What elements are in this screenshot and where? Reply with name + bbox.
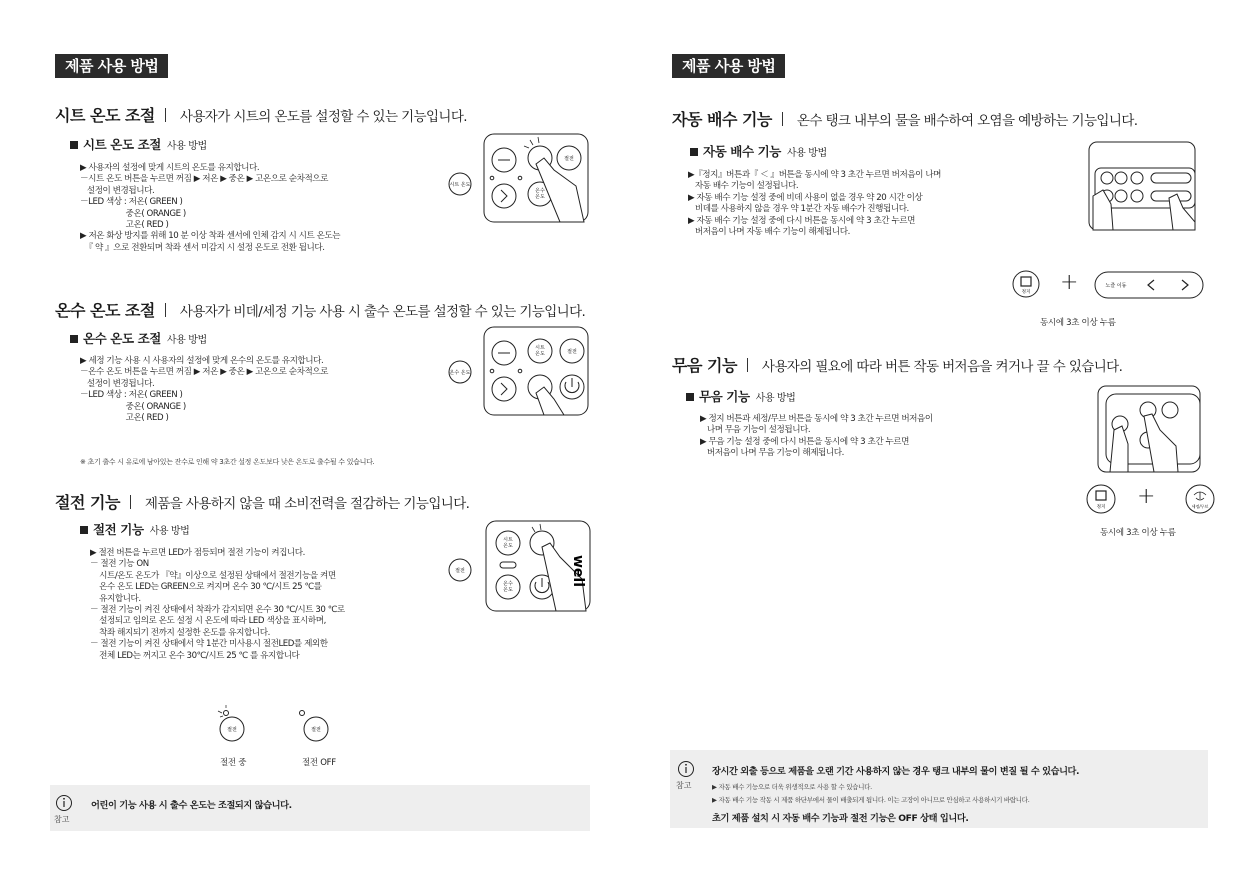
mute-stop-label: 정지 [1096,505,1106,510]
svg-text:절전: 절전 [567,349,577,355]
left-reference-text: 어린이 기능 사용 시 출수 온도는 조절되지 않습니다. [91,800,292,811]
reference-label: 참고 [54,815,70,824]
nozzle-label: 노즐 이동 [1105,283,1127,289]
seat-temp-button-icon [448,172,472,196]
bullet-square [70,335,78,343]
svg-text:온도: 온도 [503,543,513,549]
power-on-caption: 절전 중 [220,758,247,768]
water-temp-heading [55,298,585,321]
svg-text:온도: 온도 [535,351,545,357]
svg-text:온도: 온도 [535,194,545,200]
mute-caption: 동시에 3초 이상 누름 [1100,528,1176,538]
svg-text:절전: 절전 [311,727,321,733]
power-save-subtitle: 절전 기능 [93,522,144,537]
stop-button-icon [1011,269,1041,299]
nozzle-move-button-icon [1094,271,1204,299]
bullet-square [686,393,694,401]
water-temp-subheading [70,329,207,347]
water-panel-illustration [484,327,590,417]
wash-move-label: 세정/무브 [1191,504,1209,509]
right-reference-line3: ▶ 자동 배수 기능 작동 시 제품 하단부에서 물이 배출되게 됩니다. 이는 고장이 아니므로 안심하고 사용하시기 바랍니다. [712,796,1030,804]
water-temp-subtitle: 온수 온도 조절 [83,331,161,346]
power-off-caption: 절전 OFF [302,758,336,768]
right-reference-line4: 초기 제품 설치 시 자동 배수 기능과 절전 기능은 OFF 상태 입니다. [712,813,969,824]
divider [165,303,166,317]
seat-temp-subtitle: 시트 온도 조절 [83,137,161,152]
seat-panel-illustration [484,134,590,224]
svg-text:온도: 온도 [503,587,513,593]
power-off-indicator-icon [296,709,336,743]
brand-wordmark: well [570,555,586,588]
svg-text:절전: 절전 [564,156,574,162]
auto-drain-title: 자동 배수 기능 [672,110,772,129]
wash-move-button-icon [1184,483,1216,515]
auto-drain-desc: 온수 탱크 내부의 물을 배수하여 오염을 예방하는 기능입니다. [796,113,1138,129]
mute-subheading [686,387,795,405]
info-icon [55,794,73,812]
mute-title: 무음 기능 [672,356,737,375]
plus-sign: + [1137,484,1156,509]
water-temp-subnote: 사용 방법 [166,335,207,346]
right-section-header: 제품 사용 방법 [672,54,785,78]
mute-body: ▶ 정지 버튼과 세정/무브 버튼을 동시에 약 3 초간 누르면 버저음이 나며 무음 기능이 설정됩니다. ▶ 무음 기능 설정 중에 다시 버튼을 동시에 약 3 초간 누르면 버저음이 나며 무음 기능이 해제됩니다. [700,414,933,459]
power-on-indicator-icon [208,709,248,743]
auto-drain-body: ▶『정지』버튼과『 ＜ 』버튼을 동시에 약 3 초간 누르면 버저음이 나며 자동 배수 기능이 설정됩니다. ▶ 자동 배수 기능 설정 중에 비데 사용이 없을 경우 약 20 시간 이상 비데를 사용하지 않을 경우 약 1분간 자동 배수가 진행됩니다. ▶ 자동 배수 기능 설정 중에 다시 버튼을 동시에 약 3 초간 누르면 버저음이 나며 자동 배수 기능이 해제됩니다. [688,170,942,238]
info-icon [677,760,695,778]
water-temp-button-label: 온수 온도 [449,370,471,376]
divider [130,495,131,509]
mute-subtitle: 무음 기능 [699,389,750,404]
mute-heading [672,353,1122,376]
drain-caption: 동시에 3초 이상 누름 [1040,318,1116,328]
mute-panel-illustration [1098,386,1202,474]
seat-temp-subnote: 사용 방법 [166,141,207,152]
power-save-button-label: 절전 [455,568,465,574]
svg-text:절전: 절전 [227,727,237,733]
mute-desc: 사용자의 필요에 따라 버튼 작동 버저음을 켜거나 끌 수 있습니다. [761,359,1123,375]
left-section-header: 제품 사용 방법 [55,54,168,78]
divider [165,108,166,122]
mute-subnote: 사용 방법 [755,393,796,404]
drain-panel-illustration [1089,142,1197,232]
bullet-square [80,526,88,534]
water-temp-desc: 사용자가 비데/세정 기능 사용 시 출수 온도를 설정할 수 있는 기능입니다. [179,304,586,320]
power-save-heading [55,490,469,513]
water-temp-title: 온수 온도 조절 [55,301,155,320]
auto-drain-subtitle: 자동 배수 기능 [703,144,781,159]
bullet-square [70,141,78,149]
svg-text:온수: 온수 [503,581,513,587]
water-temp-body: ▶ 세정 기능 사용 시 사용자의 설정에 맞게 온수의 온도를 유지합니다. －온수 온도 버튼을 누르면 꺼짐 ▶ 저온 ▶ 중온 ▶ 고온으로 순차적으로 설정이 변경됩니다. －LED 색상 : 저온( GREEN ) 중온( ORANGE ) 고온( RED ) [80,356,329,424]
divider [782,112,783,126]
power-save-button-icon [448,558,472,582]
seat-temp-title: 시트 온도 조절 [55,106,155,125]
seat-temp-heading [55,103,467,126]
auto-drain-heading [672,107,1137,130]
power-save-body: ▶ 절전 버튼을 누르면 LED가 점등되며 절전 기능이 켜집니다. － 절전 기능 ON 시트/온도 온도가 『약』이상으로 설정된 상태에서 절전기능을 켜면 온수 온도 LED는 GREEN으로 켜지며 온수 30 ℃/시트 25 ℃를 유지합니다. － 절전 기능이 켜진 상태에서 착좌가 감지되면 온수 30 ℃/시트 30 ℃로 설정되고 임의로 온도 설정 시 온도에 따라 LED 색상을 표시하며, 착좌 해지되기 전까지 설정한 온도를 유지합니다. － 절전 기능이 켜진 상태에서 약 1분간 미사용시 절전LED를 제외한 전체 LED는 꺼지고 온수 30℃/시트 25 ℃ 를 유지합니다 [90,548,345,661]
seat-temp-desc: 사용자가 시트의 온도를 설정할 수 있는 기능입니다. [179,109,467,125]
right-reference-line2: ▶ 자동 배수 기능으로 더욱 위생적으로 사용 할 수 있습니다. [712,783,872,791]
power-panel-illustration [486,521,592,613]
right-reference-line1: 장시간 외출 등으로 제품을 오랜 기간 사용하지 않는 경우 탱크 내부의 물이 변질 될 수 있습니다. [712,766,1080,777]
power-save-title: 절전 기능 [55,493,120,512]
water-temp-button-icon [448,360,472,384]
auto-drain-subnote: 사용 방법 [786,148,827,159]
seat-temp-subheading [70,135,207,153]
bullet-square [690,148,698,156]
divider [747,358,748,372]
mute-stop-button-icon [1085,483,1117,515]
svg-text:시트: 시트 [503,537,513,543]
svg-text:시트: 시트 [535,345,545,351]
power-save-subheading [80,520,189,538]
seat-temp-button-label: 시트 온도 [449,182,471,188]
svg-text:온수: 온수 [535,188,545,194]
auto-drain-subheading [690,142,827,160]
plus-sign: + [1060,270,1079,295]
reference-label: 참고 [676,781,692,790]
water-temp-footnote: ※ 초기 출수 시 유로에 남아있는 잔수로 인해 약 3초간 설정 온도보다 낮은 온도로 출수될 수 있습니다. [80,458,375,466]
power-save-subnote: 사용 방법 [149,526,190,537]
power-save-desc: 제품을 사용하지 않을 때 소비전력을 절감하는 기능입니다. [144,496,470,512]
seat-temp-body: ▶ 사용자의 설정에 맞게 시트의 온도를 유지합니다. －시트 온도 버튼을 누르면 꺼짐 ▶ 저온 ▶ 중온 ▶ 고온으로 순차적으로 설정이 변경됩니다. －LED 색상 : 저온( GREEN ) 중온( ORANGE ) 고온( RED ) ▶ 저온 화상 방지를 위해 10 분 이상 착좌 센서에 인체 감지 시 시트 온도는 『 약 』으로 전환되며 착좌 센서 미감지 시 설정 온도로 전환 됩니다. [80,163,341,253]
stop-label: 정지 [1021,290,1031,295]
